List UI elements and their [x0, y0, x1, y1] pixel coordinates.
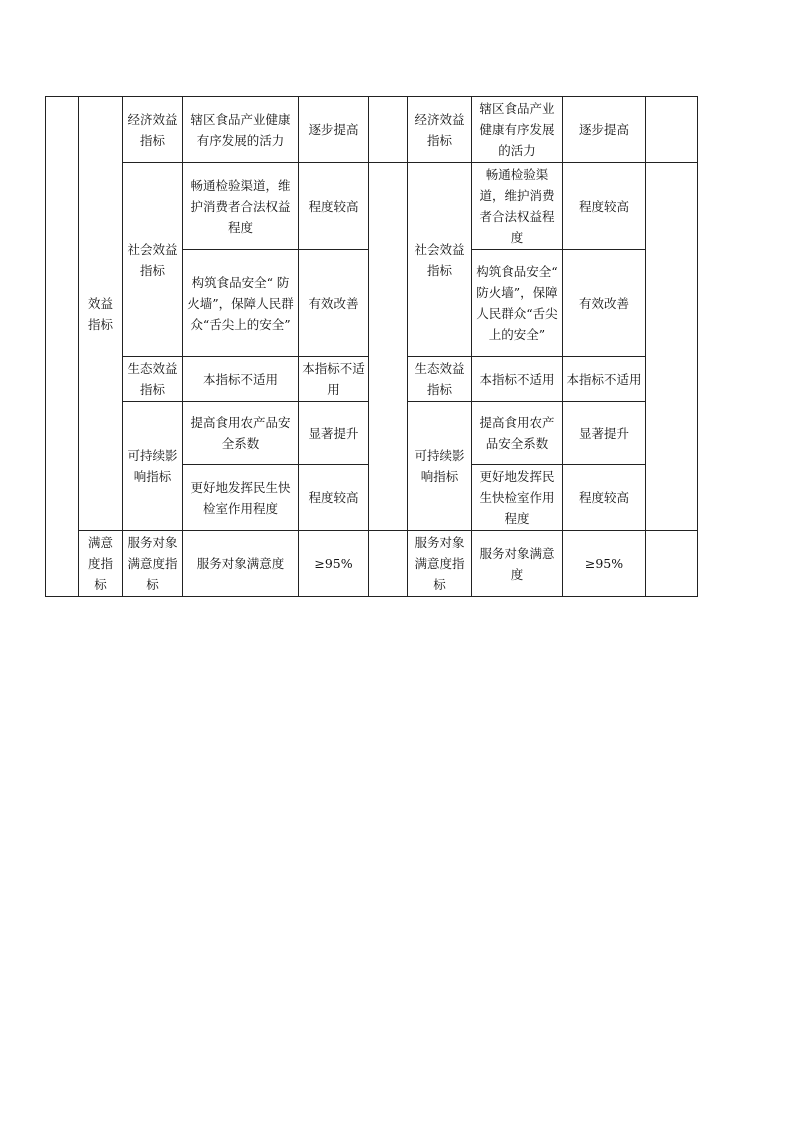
- target-social-1-left: 程度较高: [299, 163, 369, 250]
- performance-indicator-table: [45, 96, 698, 597]
- actual-satisfaction-left: [369, 531, 408, 597]
- target-ecological-left: 本指标不适用: [299, 357, 369, 402]
- indicator-sustainable-2-right: 更好地发挥民生快检室作用程度: [472, 465, 563, 531]
- level1-benefit-cell: 效益指标: [79, 97, 123, 531]
- category-ecological-right: 生态效益指标: [408, 357, 472, 402]
- category-sustainable-right: 可持续影响指标: [408, 402, 472, 531]
- note-satisfaction-right: [646, 531, 698, 597]
- indicator-sustainable-1-right: 提高食用农产品安全系数: [472, 402, 563, 465]
- category-social-left: 社会效益指标: [123, 163, 183, 357]
- table-row-social-1: [46, 163, 698, 250]
- category-social-right: 社会效益指标: [408, 163, 472, 357]
- indicator-sustainable-2-left: 更好地发挥民生快检室作用程度: [183, 465, 299, 531]
- note-economic-right: [646, 97, 698, 163]
- category-satisfaction-left: 服务对象满意度指标: [123, 531, 183, 597]
- target-social-1-right: 程度较高: [563, 163, 646, 250]
- indicator-economic-left: 辖区食品产业健康有序发展的活力: [183, 97, 299, 163]
- actual-economic-left: [369, 97, 408, 163]
- category-economic-right: 经济效益指标: [408, 97, 472, 163]
- actual-empty-left: [369, 163, 408, 531]
- category-sustainable-left: 可持续影响指标: [123, 402, 183, 531]
- indicator-ecological-right: 本指标不适用: [472, 357, 563, 402]
- target-economic-left: 逐步提高: [299, 97, 369, 163]
- target-satisfaction-right: ≥95%: [563, 531, 646, 597]
- table-row-economic: [46, 97, 698, 163]
- target-sustainable-1-left: 显著提升: [299, 402, 369, 465]
- target-sustainable-2-left: 程度较高: [299, 465, 369, 531]
- indicator-economic-right: 辖区食品产业健康有序发展的活力: [472, 97, 563, 163]
- target-social-2-right: 有效改善: [563, 250, 646, 357]
- target-satisfaction-left: ≥95%: [299, 531, 369, 597]
- indicator-ecological-left: 本指标不适用: [183, 357, 299, 402]
- indicator-sustainable-1-left: 提高食用农产品安全系数: [183, 402, 299, 465]
- level0-empty-cell: [46, 97, 79, 597]
- indicator-social-2-right: 构筑食品安全“ 防火墙”，保障人民群众“舌尖上的安全”: [472, 250, 563, 357]
- table-row-satisfaction: [46, 531, 698, 597]
- category-economic-left: 经济效益指标: [123, 97, 183, 163]
- target-social-2-left: 有效改善: [299, 250, 369, 357]
- indicator-social-1-left: 畅通检验渠道，维护消费者合法权益程度: [183, 163, 299, 250]
- indicator-satisfaction-left: 服务对象满意度: [183, 531, 299, 597]
- target-ecological-right: 本指标不适用: [563, 357, 646, 402]
- category-satisfaction-right: 服务对象满意度指标: [408, 531, 472, 597]
- target-economic-right: 逐步提高: [563, 97, 646, 163]
- level1-satisfaction-cell: 满意度指标: [79, 531, 123, 597]
- category-ecological-left: 生态效益指标: [123, 357, 183, 402]
- target-sustainable-1-right: 显著提升: [563, 402, 646, 465]
- indicator-satisfaction-right: 服务对象满意度: [472, 531, 563, 597]
- target-sustainable-2-right: 程度较高: [563, 465, 646, 531]
- note-empty-right: [646, 163, 698, 531]
- indicator-social-1-right: 畅通检验渠道，维护消费者合法权益程度: [472, 163, 563, 250]
- indicator-social-2-left: 构筑食品安全“ 防火墙”，保障人民群众“舌尖上的安全”: [183, 250, 299, 357]
